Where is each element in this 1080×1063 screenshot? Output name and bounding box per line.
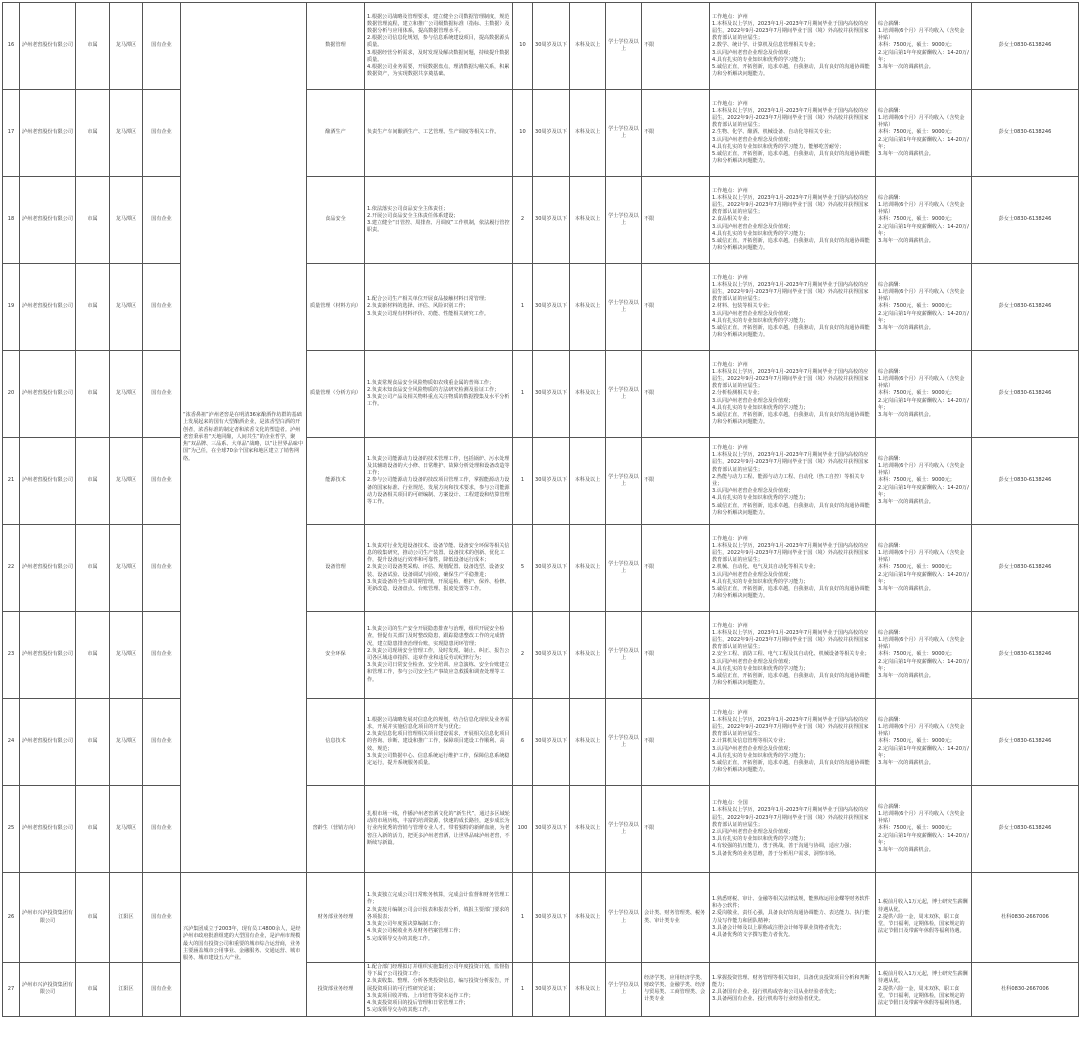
company-nature: 国有企业 — [143, 699, 181, 786]
major-requirement: 经济学类、应用经济学类、财政学类、金融学类、经济与贸易类、工商管理类、会计类专业 — [642, 963, 710, 1017]
contact-info: 彭女士0830-6138246 — [972, 351, 1079, 438]
education-requirement: 本科及以上 — [570, 264, 606, 351]
company-intro-laojiao: “浓香鼻祖”泸州老窖是在明清36家酿酒作坊群的基础上发展起来的国有大型酿酒企业，是浓香型白酒的开创者，浓香标准的制定者和浓香文化的塑造者。泸州老窖秉承着“天地同酿，人间共生”的企业哲学，聚焦“双品牌、三品系、大单品”战略，以“让世界品味中国”为己任，在全球70余个国家和地区建立了销售网络。 — [181, 3, 307, 873]
position-name: 窖龄生（营销方向） — [307, 786, 365, 873]
headcount: 5 — [513, 525, 533, 612]
company-nature: 国有企业 — [143, 3, 181, 90]
degree-requirement: 学士学位及以上 — [606, 90, 642, 177]
salary-benefits: 综合薪酬： 1.培训期(6个月）月平均收入（含奖金补贴） 本科：7500元，硕士：9000元； 2.定岗后第1年年度薪酬收入：14-20万/年； 3.每年一次的调薪机会。 — [876, 612, 972, 699]
education-requirement: 本科及以上 — [570, 873, 606, 963]
major-requirement: 不限 — [642, 177, 710, 264]
contact-info: 彭女士0830-6138246 — [972, 264, 1079, 351]
contact-info: 彭女士0830-6138246 — [972, 525, 1079, 612]
major-requirement: 会计类、财务管理类、税务类、审计类专业 — [642, 873, 710, 963]
row-number: 20 — [3, 351, 20, 438]
degree-requirement: 学士学位及以上 — [606, 963, 642, 1017]
table-row — [3, 963, 1079, 1017]
company-nature: 国有企业 — [143, 90, 181, 177]
district: 龙马潭区 — [110, 612, 143, 699]
age-requirement: 30周岁及以下 — [533, 177, 570, 264]
district: 龙马潭区 — [110, 438, 143, 525]
major-requirement: 不限 — [642, 351, 710, 438]
degree-requirement: 学士学位及以上 — [606, 351, 642, 438]
contact-info: 彭女士0830-6138246 — [972, 3, 1079, 90]
district: 龙马潭区 — [110, 525, 143, 612]
degree-requirement: 学士学位及以上 — [606, 525, 642, 612]
other-requirements: 工作地点：泸州 1.本科及以上学历，2023年1月-2023年7月期间毕业于国内高校的应届生，2022年9月-2023年7月期间毕业于国（境）外高校并获得国家教育部认证的应届生； 2.材料、包装等相关专业； 3.认同泸州老窖企业理念及价值观； 4.具有扎实的专业知识和优秀的学习能力； 5.诚信正直，开拓创新，追求卓越，自我驱动，具有良好的沟通协调能力和分析解决问题能力。 — [710, 264, 876, 351]
company-name: 泸州老窖股份有限公司 — [20, 90, 76, 177]
position-name: 质量管理（分析方向） — [307, 351, 365, 438]
table-row — [3, 351, 1079, 438]
degree-requirement: 学士学位及以上 — [606, 873, 642, 963]
position-name: 设备管理 — [307, 525, 365, 612]
row-number: 23 — [3, 612, 20, 699]
major-requirement: 不限 — [642, 438, 710, 525]
degree-requirement: 学士学位及以上 — [606, 438, 642, 525]
contact-info: 彭女士0830-6138246 — [972, 438, 1079, 525]
education-requirement: 本科及以上 — [570, 786, 606, 873]
major-requirement: 不限 — [642, 3, 710, 90]
position-duties: 扎根市场一线，作播泸州老窖酒文化的“新生代”，通过多区域轮动的市场历练，丰富的培训资源，快速的成长路径，逐步成长为行业内优秀的营销与管理专业人才。带着独特的新鲜血液，为老窖注入新的活力，把更多泸州老窖酒，让世界品味泸州老窖，不断续写新篇。 — [365, 786, 513, 873]
other-requirements: 工作地点：泸州 1.本科及以上学历，2023年1月-2023年7月期间毕业于国内高校的应届生，2022年9月-2023年7月期间毕业于国（境）外高校并获得国家教育部认证的应届生； 2.数学、统计学、计算机及信息管理相关专业； 3.认同泸州老窖企业理念及价值观； 4.具有扎实的专业知识和优秀的学习能力； 5.诚信正直，开拓创新，追求卓越，自我驱动，具有良好的沟通协调能力和分析解决问题能力。 — [710, 3, 876, 90]
salary-benefits: 综合薪酬： 1.培训期(6个月）月平均收入（含奖金补贴） 本科：7500元，硕士：9000元； 2.定岗后第1年年度薪酬收入：14-20万/年； 3.每年一次的调薪机会。 — [876, 699, 972, 786]
company-nature: 国有企业 — [143, 264, 181, 351]
company-name: 泸州市兴泸投资集团有限公司 — [20, 873, 76, 963]
ownership-level: 市属 — [76, 438, 110, 525]
company-intro-xinglu: 兴泸集团成立于2003年，现有员工4800余人，是经泸州市政府批准组建的大型国有企业，是泸州市规模最大的国有投资公司和重要的城市综合运营商，业务主要涵盖城市公用事业、金融服务、交通运营、城市服务、城市建设五大产业。 — [181, 873, 307, 1017]
salary-benefits: 综合薪酬： 1.培训期(6个月）月平均收入（含奖金补贴） 本科：7500元，硕士：9000元； 2.定岗后第1年年度薪酬收入：14-20万/年； 3.每年一次的调薪机会。 — [876, 438, 972, 525]
other-requirements: 工作地点：泸州 1.本科及以上学历，2023年1月-2023年7月期间毕业于国内高校的应届生，2022年9月-2023年7月期间毕业于国（境）外高校并获得国家教育部认证的应届生； 2.分析检测相关专业； 3.认同泸州老窖企业理念及价值观； 4.具有扎实的专业知识和优秀的学习能力； 5.诚信正直，开拓创新，追求卓越，自我驱动，具有良好的沟通协调能力和分析解决问题能力。 — [710, 351, 876, 438]
position-name: 能源技术 — [307, 438, 365, 525]
company-nature: 国有企业 — [143, 963, 181, 1017]
contact-info: 杜科0830-2667006 — [972, 873, 1079, 963]
ownership-level: 市属 — [76, 3, 110, 90]
headcount: 100 — [513, 786, 533, 873]
major-requirement: 不限 — [642, 525, 710, 612]
company-nature: 国有企业 — [143, 438, 181, 525]
district: 龙马潭区 — [110, 3, 143, 90]
ownership-level: 市属 — [76, 873, 110, 963]
ownership-level: 市属 — [76, 177, 110, 264]
age-requirement: 30周岁及以下 — [533, 873, 570, 963]
salary-benefits: 综合薪酬： 1.培训期(6个月）月平均收入（含奖金补贴） 本科：7500元，硕士：9000元； 2.定岗后第1年年度薪酬收入：14-20万/年； 3.每年一次的调薪机会。 — [876, 90, 972, 177]
table-row — [3, 3, 1079, 90]
position-name: 酿酒生产 — [307, 90, 365, 177]
ownership-level: 市属 — [76, 90, 110, 177]
headcount: 1 — [513, 873, 533, 963]
company-nature: 国有企业 — [143, 177, 181, 264]
table-row — [3, 90, 1079, 177]
salary-benefits: 综合薪酬： 1.培训期(6个月）月平均收入（含奖金补贴） 本科：7500元，硕士：9000元； 2.定岗后第1年年度薪酬收入：14-20万/年； 3.每年一次的调薪机会。 — [876, 786, 972, 873]
company-name: 泸州老窖股份有限公司 — [20, 264, 76, 351]
district: 江阳区 — [110, 873, 143, 963]
company-nature: 国有企业 — [143, 525, 181, 612]
position-name: 数据管理 — [307, 3, 365, 90]
other-requirements: 工作地点：泸州 1.本科及以上学历，2023年1月-2023年7月期间毕业于国内高校的应届生，2022年9月-2023年7月期间毕业于国（境）外高校并获得国家教育部认证的应届生； 2.热能与动力工程、能源与动力工程、自动化（热工自控）等相关专业； 3.认同泸州老窖企业理念及价值观； 4.具有扎实的专业知识和优秀的学习能力； 5.诚信正直，开拓创新，追求卓越，自我驱动，具有良好的沟通协调能力和分析解决问题能力。 — [710, 438, 876, 525]
position-duties: 1.配合公司生产相关单位开展食品接触材料日常管理； 2.负责新材料的选择、评估、风险识别工作； 3.负责公司现有材料评价、功能、性能相关研究工作。 — [365, 264, 513, 351]
row-number: 22 — [3, 525, 20, 612]
salary-benefits: 综合薪酬： 1.培训期(6个月）月平均收入（含奖金补贴） 本科：7500元，硕士：9000元； 2.定岗后第1年年度薪酬收入：14-20万/年； 3.每年一次的调薪机会。 — [876, 264, 972, 351]
salary-benefits: 综合薪酬： 1.培训期(6个月）月平均收入（含奖金补贴） 本科：7500元，硕士：9000元； 2.定岗后第1年年度薪酬收入：14-20万/年； 3.每年一次的调薪机会。 — [876, 3, 972, 90]
district: 江阳区 — [110, 963, 143, 1017]
company-name: 泸州老窖股份有限公司 — [20, 177, 76, 264]
age-requirement: 30周岁及以下 — [533, 264, 570, 351]
ownership-level: 市属 — [76, 786, 110, 873]
company-name: 泸州老窖股份有限公司 — [20, 351, 76, 438]
table-body — [3, 3, 1079, 1017]
age-requirement: 30周岁及以下 — [533, 963, 570, 1017]
other-requirements: 工作地点：泸州 1.本科及以上学历，2023年1月-2023年7月期间毕业于国内高校的应届生，2022年9月-2023年7月期间毕业于国（境）外高校并获得国家教育部认证的应届生； 2.生物、化学、酿酒、机械设备、自动化等相关专业； 3.认同泸州老窖企业理念及价值观； 4.具有扎实的专业知识和优秀的学习能力，能够吃苦耐劳； 5.诚信正直，开拓创新，追求卓越，自我驱动，具有良好的沟通协调能力和分析解决问题能力。 — [710, 90, 876, 177]
age-requirement: 30周岁及以下 — [533, 525, 570, 612]
ownership-level: 市属 — [76, 264, 110, 351]
education-requirement: 本科及以上 — [570, 3, 606, 90]
contact-info: 彭女士0830-6138246 — [972, 786, 1079, 873]
company-name: 泸州市兴泸投资集团有限公司 — [20, 963, 76, 1017]
age-requirement: 30周岁及以下 — [533, 351, 570, 438]
company-name: 泸州老窖股份有限公司 — [20, 3, 76, 90]
position-name: 安全环保 — [307, 612, 365, 699]
company-name: 泸州老窖股份有限公司 — [20, 699, 76, 786]
headcount: 1 — [513, 351, 533, 438]
table-row — [3, 873, 1079, 963]
company-nature: 国有企业 — [143, 612, 181, 699]
contact-info: 彭女士0830-6138246 — [972, 177, 1079, 264]
table-row — [3, 525, 1079, 612]
other-requirements: 工作地点：全国 1.本科及以上学历，2023年1月-2023年7月期间毕业于国内高校的应届生，2022年9月-2023年7月期间毕业于国（境）外高校并获得国家教育部认证的应届生； 2.认同泸州老窖企业理念及价值观； 3.具有扎实的专业知识和优秀的学习能力； 4.有较强的抗压能力，勇于挑战，善于沟通与协调，适应力强； 5.具备优秀的业务思维，善于分析用户需求，洞察市场。 — [710, 786, 876, 873]
salary-benefits: 综合薪酬： 1.培训期(6个月）月平均收入（含奖金补贴） 本科：7500元，硕士：9000元； 2.定岗后第1年年度薪酬收入：14-20万/年； 3.每年一次的调薪机会。 — [876, 525, 972, 612]
ownership-level: 市属 — [76, 963, 110, 1017]
position-name: 财务部业务经理 — [307, 873, 365, 963]
company-name: 泸州老窖股份有限公司 — [20, 525, 76, 612]
table-row — [3, 264, 1079, 351]
other-requirements: 工作地点：泸州 1.本科及以上学历，2023年1月-2023年7月期间毕业于国内高校的应届生，2022年9月-2023年7月期间毕业于国（境）外高校并获得国家教育部认证的应届生； 2.机械、自动化、电气及其自动化等相关专业； 3.认同泸州老窖企业理念及价值观； 4.具有扎实的专业知识和优秀的学习能力； 5.诚信正直，开拓创新，追求卓越，自我驱动，具有良好的沟通协调能力和分析解决问题能力。 — [710, 525, 876, 612]
district: 龙马潭区 — [110, 699, 143, 786]
district: 龙马潭区 — [110, 351, 143, 438]
salary-benefits: 综合薪酬： 1.培训期(6个月）月平均收入（含奖金补贴） 本科：7500元，硕士：9000元； 2.定岗后第1年年度薪酬收入：14-20万/年； 3.每年一次的调薪机会。 — [876, 177, 972, 264]
table-row — [3, 438, 1079, 525]
education-requirement: 本科及以上 — [570, 90, 606, 177]
contact-info: 彭女士0830-6138246 — [972, 612, 1079, 699]
other-requirements: 1.掌握投资管理、财务管理等相关知识，具备优良投资项目分析和判断能力； 2.具备国有企业、投行机构或咨询公司从业经验者优先； 3.具备两国有企业、投行机构等行业经验者优先。 — [710, 963, 876, 1017]
company-nature: 国有企业 — [143, 873, 181, 963]
company-nature: 国有企业 — [143, 351, 181, 438]
headcount: 6 — [513, 699, 533, 786]
position-duties: 1.负责对行业先进设备技术、设备节能、设备安全环保等相关信息的收集研究，推动公司生产装置、设备技术的创新、优化工作，提升设备运行效率和可靠性，降低设备运行成本； 2.负责公司设备类采购、评估、规划配置、设备选型、设备安装、设备试验、设备调试与验收，确保生产平稳推进； 3.负责设备的全生命周期管理，开展巡检、维护、保养、检修、更新改造、设备盘点、台账管理、报废处置等工作。 — [365, 525, 513, 612]
row-number: 21 — [3, 438, 20, 525]
salary-benefits: 1.税前月收入1万元起，博士研究生薪酬待遇从优。 2.提供六险一金，周末双休，职工食堂，节日福利，定期体检，国家规定的法定节假日及带薪年休假等福利待遇。 — [876, 963, 972, 1017]
position-duties: 1.根据公司战略及管理要求，建立健全公司数据管理制度，规范数据管理流程，建立和推广公司级数据标准（指标、主数据）及数据分析与应用体系，提高数据管理水平。 2.根据公司信息化规划，参与信息系统建设项目，提高数据源头质量。 3.根据经营分析需求，及时发现及解决数据问题，持续提升数据质量。 4.根据公司业务需要，开展数据盘点，理清数据勾稽关系，积累数据资产，为实现数据共享奠基础。 — [365, 3, 513, 90]
headcount: 1 — [513, 963, 533, 1017]
position-duties: 1.依法落实公司食品安全主体责任； 2.开展公司食品安全主体责任体系建设； 3.建立健全“日管控、周排查、月调度”工作机制，依法履行管控职责。 — [365, 177, 513, 264]
contact-info: 彭女士0830-6138246 — [972, 90, 1079, 177]
position-duties: 1.根据公司战略发展对信息化的规划，结合信息化现状及业务需求，开展并实施信息化项目的开发与优化； 2.负责信息化项目管理相关项目建设需求，开展相关信息化项目的咨询、诊断、建设和推广工作，保障项目建设工作顺利、高效、规范； 3.负责公司数据中心、信息系统运行维护工作，保障信息系统稳定运行，提升系统服务质量。 — [365, 699, 513, 786]
ownership-level: 市属 — [76, 699, 110, 786]
degree-requirement: 学士学位及以上 — [606, 612, 642, 699]
age-requirement: 30周岁及以下 — [533, 90, 570, 177]
education-requirement: 本科及以上 — [570, 699, 606, 786]
row-number: 25 — [3, 786, 20, 873]
table-row — [3, 177, 1079, 264]
headcount: 1 — [513, 438, 533, 525]
recruitment-table — [2, 2, 1079, 1017]
position-duties: 1.负责常规食品安全风险物质如农残重金属的普筛工作； 2.负责未知食品安全风险物质的方法研究检测及验证工作； 3.负责公司产品及相关物料重点关注物质的数据搜集及水平分析工作。 — [365, 351, 513, 438]
degree-requirement: 学士学位及以上 — [606, 699, 642, 786]
education-requirement: 本科及以上 — [570, 612, 606, 699]
table-row — [3, 786, 1079, 873]
district: 龙马潭区 — [110, 786, 143, 873]
major-requirement: 不限 — [642, 699, 710, 786]
age-requirement: 30周岁及以下 — [533, 699, 570, 786]
position-name: 信息技术 — [307, 699, 365, 786]
position-duties: 1.负责独立完成公司日常账务核算，完成会计监督和财务管理工作； 2.负责按月编制公司会计报表和报表分析，填报主要部门要求的各项报表； 3.负责公司年度预决算编制工作； 4.负责公司税收业务及财务档案管理工作； 5.完成领导交办的其他工作。 — [365, 873, 513, 963]
headcount: 10 — [513, 90, 533, 177]
ownership-level: 市属 — [76, 525, 110, 612]
table-row — [3, 699, 1079, 786]
headcount: 2 — [513, 177, 533, 264]
other-requirements: 1.熟悉财税、审计、金融等相关法律法规，能熟练运用金蝶等财务软件和办公软件； 2.爱岗敬业，责任心强，具备良好的沟通协调能力、表达能力、执行能力及写作能力和团队精神； 3.具备会计师及以上职称或注册会计师等职业资格者优先； 4.具备优秀的文字撰写能力者优先。 — [710, 873, 876, 963]
row-number: 18 — [3, 177, 20, 264]
row-number: 19 — [3, 264, 20, 351]
position-name: 食品安全 — [307, 177, 365, 264]
age-requirement: 30周岁及以下 — [533, 438, 570, 525]
company-nature: 国有企业 — [143, 786, 181, 873]
company-name: 泸州老窖股份有限公司 — [20, 612, 76, 699]
major-requirement: 不限 — [642, 786, 710, 873]
headcount: 10 — [513, 3, 533, 90]
degree-requirement: 学士学位及以上 — [606, 786, 642, 873]
degree-requirement: 学士学位及以上 — [606, 177, 642, 264]
row-number: 16 — [3, 3, 20, 90]
education-requirement: 本科及以上 — [570, 351, 606, 438]
education-requirement: 本科及以上 — [570, 525, 606, 612]
education-requirement: 本科及以上 — [570, 963, 606, 1017]
major-requirement: 不限 — [642, 264, 710, 351]
row-number: 24 — [3, 699, 20, 786]
education-requirement: 本科及以上 — [570, 438, 606, 525]
age-requirement: 30周岁及以下 — [533, 786, 570, 873]
salary-benefits: 综合薪酬： 1.培训期(6个月）月平均收入（含奖金补贴） 本科：7500元，硕士：9000元； 2.定岗后第1年年度薪酬收入：14-20万/年； 3.每年一次的调薪机会。 — [876, 351, 972, 438]
major-requirement: 不限 — [642, 612, 710, 699]
contact-info: 彭女士0830-6138246 — [972, 699, 1079, 786]
other-requirements: 工作地点：泸州 1.本科及以上学历，2023年1月-2023年7月期间毕业于国内高校的应届生，2022年9月-2023年7月期间毕业于国（境）外高校并获得国家教育部认证的应届生； 2.食品相关专业； 3.认同泸州老窖企业理念及价值观； 4.具有扎实的专业知识和优秀的学习能力； 5.诚信正直，开拓创新，追求卓越，自我驱动，具有良好的沟通协调能力和分析解决问题能力。 — [710, 177, 876, 264]
company-name: 泸州老窖股份有限公司 — [20, 438, 76, 525]
degree-requirement: 学士学位及以上 — [606, 264, 642, 351]
district: 龙马潭区 — [110, 177, 143, 264]
row-number: 26 — [3, 873, 20, 963]
company-name: 泸州老窖股份有限公司 — [20, 786, 76, 873]
salary-benefits: 1.税前月收入1万元起，博士研究生薪酬待遇从优。 2.提供六险一金，周末双休，职工食堂，节日福利，定期体检，国家规定的法定节假日及带薪年休假等福利待遇。 — [876, 873, 972, 963]
age-requirement: 30周岁及以下 — [533, 3, 570, 90]
major-requirement: 不限 — [642, 90, 710, 177]
position-duties: 1.负责公司能源动力设备的技术管理工作，包括锅炉、污水处理及其辅助设备的大小修、日常维护、故障分析处理和设备改造等工作； 2.参与公司能源动力设备的技改项目管理工作，掌握能源动力设备的国家标准、行业规范、发展方向和技术要求，参与公司能源动力设备相关项目的可研编制、方案设计、工程建设和结算管理等工作。 — [365, 438, 513, 525]
ownership-level: 市属 — [76, 351, 110, 438]
ownership-level: 市属 — [76, 612, 110, 699]
age-requirement: 30周岁及以下 — [533, 612, 570, 699]
district: 龙马潭区 — [110, 90, 143, 177]
row-number: 17 — [3, 90, 20, 177]
other-requirements: 工作地点：泸州 1.本科及以上学历，2023年1月-2023年7月期间毕业于国内高校的应届生，2022年9月-2023年7月期间毕业于国（境）外高校并获得国家教育部认证的应届生； 2.计算机及信息管理等相关专业； 3.认同泸州老窖企业理念及价值观； 4.具有扎实的专业知识和优秀的学习能力； 5.诚信正直，开拓创新，追求卓越，自我驱动，具有良好的沟通协调能力和分析解决问题能力。 — [710, 699, 876, 786]
position-duties: 负责生产车间酿酒生产、工艺管理、生产调度等相关工作。 — [365, 90, 513, 177]
headcount: 2 — [513, 612, 533, 699]
contact-info: 杜科0830-2667006 — [972, 963, 1079, 1017]
education-requirement: 本科及以上 — [570, 177, 606, 264]
position-duties: 1.配合部门经理拟订并组织实施集团公司年度投资计划，监督指导下属子公司投资工作； 2.负责收集、整理、分析各类投资信息，编写投资分析报告，开展投资项目的可行性研究论证； 3.负责项目收并购、上市培育等资本运作工作； 4.负责投资项目的投后管理和日常管理工作； 5.完成领导交办的其他工作。 — [365, 963, 513, 1017]
degree-requirement: 学士学位及以上 — [606, 3, 642, 90]
district: 龙马潭区 — [110, 264, 143, 351]
table-row — [3, 612, 1079, 699]
row-number: 27 — [3, 963, 20, 1017]
position-duties: 1.负责公司的生产安全开展隐患排查与治理，组织开展安全检查，督促有关部门及时整改隐患，跟踪隐患整改工作的完成情况，建立隐患排查治理台账，实现隐患闭环管理； 2.负责公司现场安全管理工作，及时发现、制止、纠正、报告公司各区域违章指挥、违章作业和违反劳动纪律行为； 3.负责公司日常安全检查、安全培训、应急演练、安全台账建立和管理工作，参与公司安全生产事故应急救援和调查处理等工作。 — [365, 612, 513, 699]
other-requirements: 工作地点：泸州 1.本科及以上学历，2023年1月-2023年7月期间毕业于国内高校的应届生，2022年9月-2023年7月期间毕业于国（境）外高校并获得国家教育部认证的应届生； 2.安全工程、消防工程、电气工程及其自动化、机械设备等相关专业； 3.认同泸州老窖企业理念及价值观； 4.具有扎实的专业知识和优秀的学习能力； 5.诚信正直，开拓创新，追求卓越，自我驱动，具有良好的沟通协调能力和分析解决问题能力。 — [710, 612, 876, 699]
headcount: 1 — [513, 264, 533, 351]
position-name: 质量管理（材料方向） — [307, 264, 365, 351]
position-name: 投资部业务经理 — [307, 963, 365, 1017]
